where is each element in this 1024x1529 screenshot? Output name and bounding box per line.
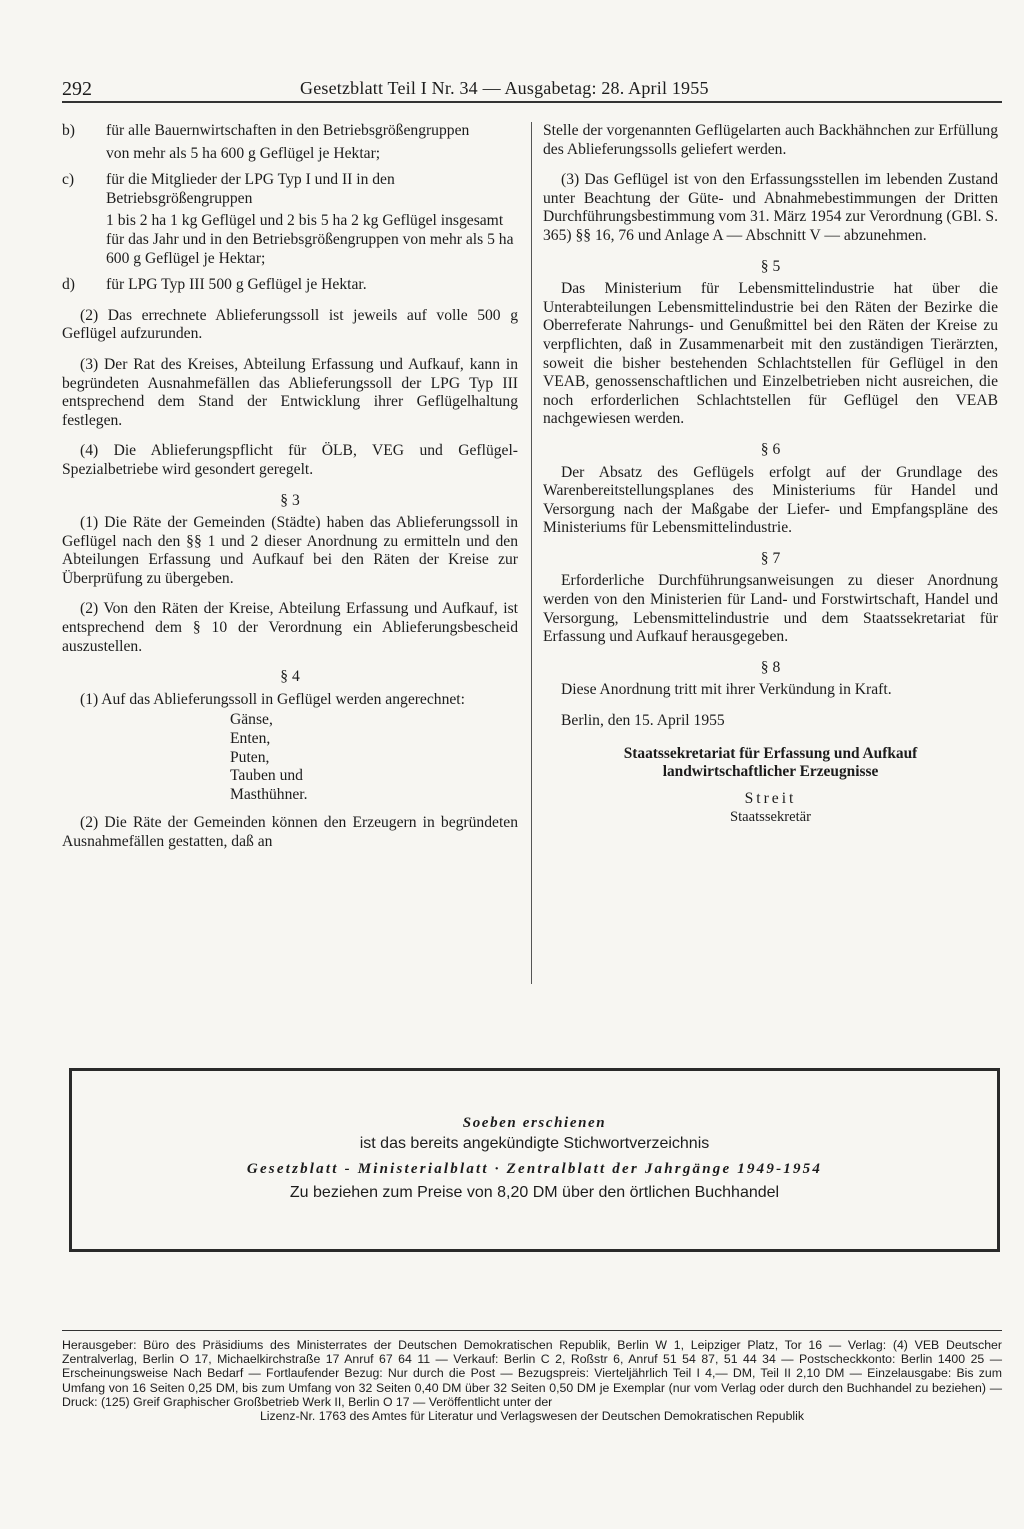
signing-date: Berlin, den 15. April 1955 (561, 712, 725, 730)
paragraph: (2) Das errechnete Ablieferungssoll ist jeweils auf volle 500 g Geflügel aufzurunden. (62, 306, 518, 343)
signer-title: Staatssekretär (729, 809, 812, 826)
announcement-text: ist das bereits angekündigte Stichwortverzeichnis (359, 1135, 710, 1152)
imprint-text: Herausgeber: Büro des Präsidiums des Ministerrates der Deutschen Demokratischen Republik, Berlin W 1, Leipziger Platz, Tor 16 — Verlag: (4) VEB Deutscher Zentralverlag, Berlin O 17, Michaelkirchstraße 17 Anruf 67 64 11 — Verkauf: Berlin C 2, Roßstr 6, Anruf 51 54 87, 51 44 34 — Postscheckkonto: Berlin 1400 25 — Erscheinungsweise Nach Bedarf — Fortlaufender Bezug: Nur durch die Post — Bezugspreis: Vierteljährlich Teil I 4,— DM, Teil II 2,10 DM — Einzelausgabe: Bis zum Umfang von 16 Seiten 0,25 DM, bis zum Umfang von 32 Seiten 0,40 DM über 32 Seiten 0,50 DM je Exemplar (nur vom Verlag oder durch den Buchhandel zu beziehen) — Druck: (125) Greif Graphischer Großbetrieb Werk II, Berlin O 17 — Veröffentlicht unter der (62, 1338, 1002, 1409)
poultry-list (62, 711, 518, 804)
section-heading: § 4 (280, 668, 300, 686)
paragraph: (3) Das Geflügel ist von den Erfassungsstellen im lebenden Zustand unter Beachtung der Güte- und Abnahmebestimmungen der Dritten Durchführungsbestimmung vom 31. März 1954 zur Verordnung (GBl. S. 365) §§ 16, 76 und Anlage A — Abschnitt V — abzunehmen. (543, 171, 998, 244)
paragraph: (2) Von den Räten der Kreise, Abteilung Erfassung und Aufkauf, ist entsprechend dem § 10 der Verordnung ein Ablieferungsbescheid auszustellen. (62, 600, 518, 655)
paragraph: (1) Die Räte der Gemeinden (Städte) haben das Ablieferungssoll in Geflügel nach den §§ 1 und 2 dieser Anordnung zu ermitteln und den Abteilungen Erfassung und Aufkauf bei den Räten der Kreise zur Überprüfung zu übergeben. (62, 514, 518, 587)
announcement-price: Zu beziehen zum Preise von 8,20 DM über den örtlichen Buchhandel (289, 1184, 780, 1201)
item-label: d) (62, 276, 75, 294)
header-divider (62, 101, 1002, 103)
footer-divider (62, 1330, 1002, 1331)
poultry-item: Gänse, (230, 711, 273, 729)
page-title: Gesetzblatt Teil I Nr. 34 — Ausgabetag: 28. April 1955 (300, 78, 709, 98)
signer-name: Streit (744, 789, 797, 807)
poultry-item: Puten, (230, 748, 270, 766)
paragraph: (2) Die Räte der Gemeinden können den Erzeugern in begründeten Ausnahmefällen gestatten, daß an (62, 814, 518, 850)
section-heading: § 6 (760, 440, 781, 458)
paragraph: (1) Auf das Ablieferungssoll in Geflügel werden angerechnet: (80, 690, 465, 708)
item-text: für LPG Typ III 500 g Geflügel je Hektar. (106, 276, 367, 294)
section-heading: § 7 (760, 549, 781, 567)
announcement-heading: Soeben erschienen (462, 1115, 607, 1131)
section-heading: § 8 (760, 658, 781, 676)
item-text: für die Mitglieder der LPG Typ I und II in den Betriebsgrößengruppen (106, 171, 395, 207)
paragraph: Erforderliche Durchführungsanweisungen zu dieser Anordnung werden von den Ministerien für Land- und Forstwirtschaft, Handel und Versorgung, Lebensmittelindustrie und dem Staatssekretariat für Erfassung und Aufkauf herausgegeben. (543, 572, 998, 646)
item-label: c) (62, 171, 75, 189)
paragraph: (4) Die Ablieferungspflicht für ÖLB, VEG und Geflügel-Spezialbetriebe wird gesondert geregelt. (62, 442, 518, 478)
imprint-footer (62, 1338, 1002, 1423)
left-column (62, 122, 518, 864)
authority-line: landwirtschaftlicher Erzeugnisse (662, 763, 879, 781)
list-item-b (62, 122, 518, 141)
column-divider (531, 122, 532, 984)
item-continuation: 1 bis 2 ha 1 kg Geflügel und 2 bis 5 ha 2 kg Geflügel insgesamt für das Jahr und in den Betriebsgrößengruppen von mehr als 5 ha 600 g Geflügel je Hektar; (106, 212, 514, 267)
poultry-item: Masthühner. (230, 785, 308, 803)
issuing-authority (543, 745, 998, 782)
list-item-c (62, 171, 518, 208)
poultry-item: Enten, (230, 730, 271, 748)
item-continuation: von mehr als 5 ha 600 g Geflügel je Hektar; (106, 144, 381, 162)
paragraph: (3) Der Rat des Kreises, Abteilung Erfassung und Aufkauf, kann in begründeten Ausnahmefällen das Ablieferungssoll der LPG Typ III entsprechend dem Stand der Entwicklung ihrer Geflügelhaltung festlegen. (62, 355, 518, 429)
page-header (62, 76, 1008, 104)
paragraph: Diese Anordnung tritt mit ihrer Verkündung in Kraft. (561, 681, 892, 699)
poultry-item: Tauben und (230, 767, 303, 785)
section-heading: § 3 (280, 491, 300, 509)
announcement-box (69, 1068, 1000, 1252)
section-heading: § 5 (760, 257, 781, 275)
announcement-publication: Gesetzblatt - Ministerialblatt · Zentralblatt der Jahrgänge 1949-1954 (246, 1161, 823, 1177)
page-number: 292 (62, 78, 92, 100)
paragraph: Stelle der vorgenannten Geflügelarten auch Backhähnchen zur Erfüllung des Ablieferungssolls geliefert werden. (543, 122, 998, 158)
item-label: b) (62, 122, 75, 139)
item-text: für alle Bauernwirtschaften in den Betriebsgrößengruppen (106, 122, 470, 139)
imprint-license: Lizenz-Nr. 1763 des Amtes für Literatur und Verlagswesen der Deutschen Demokratischen Republik (259, 1409, 805, 1424)
right-column (543, 122, 998, 827)
list-item-d (62, 276, 518, 295)
paragraph: Das Ministerium für Lebensmittelindustrie hat über die Unterabteilungen Lebensmittelindustrie bei den Räten der Bezirke die Oberreferate Nahrungs- und Genußmittel bei den Räten der Kreise zu verpflichten, daß in Zusammenarbeit mit den zuständigen Tierärzten, soweit die bisher bestehenden Schlachtstellen für Geflügel in den VEAB, genossenschaftlichen und Einzelbetrieben nicht ausreichen, die noch erforderlichen Schlachtstellen für Geflügel den VEAB nachgewiesen werden. (543, 280, 998, 428)
authority-line: Staatssekretariat für Erfassung und Aufkauf (623, 744, 918, 762)
paragraph: Der Absatz des Geflügels erfolgt auf der Grundlage des Warenbereitstellungsplanes des Ministeriums für Handel und Versorgung nach der Maßgabe der Liefer- und Empfangspläne des Ministeriums für Lebensmittelindustrie. (543, 463, 998, 537)
